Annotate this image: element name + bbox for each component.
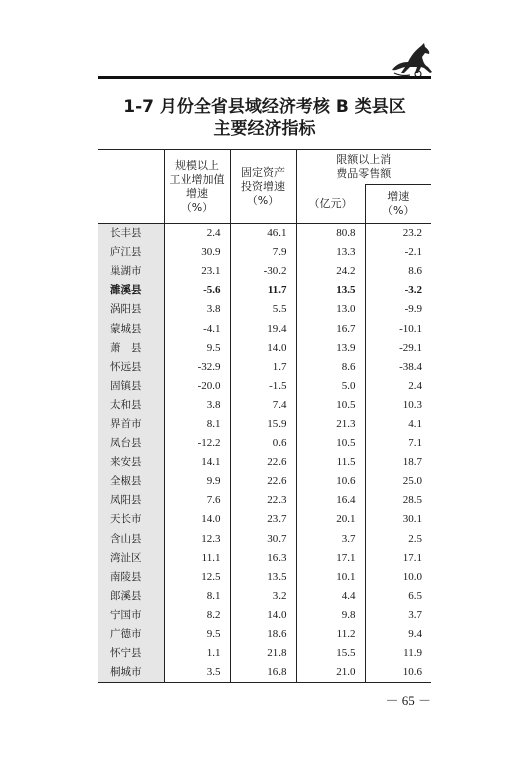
retail-sales-value: 15.5 <box>296 644 365 663</box>
retail-growth-value: 11.9 <box>365 644 431 663</box>
county-name: 蒙城县 <box>98 319 164 338</box>
table-row <box>98 510 431 529</box>
retail-sales-value: 11.5 <box>296 453 365 472</box>
county-name: 桐城市 <box>98 663 164 683</box>
table-header <box>98 150 431 224</box>
investment-growth-value: -30.2 <box>230 262 296 281</box>
industry-growth-value: 12.3 <box>164 530 230 549</box>
industry-growth-value: -32.9 <box>164 358 230 377</box>
county-name: 凤台县 <box>98 434 164 453</box>
county-name: 湾沚区 <box>98 549 164 568</box>
county-name: 固镇县 <box>98 377 164 396</box>
retail-growth-value: 10.6 <box>365 663 431 683</box>
retail-sales-value: 5.0 <box>296 377 365 396</box>
industry-growth-value: 12.5 <box>164 568 230 587</box>
investment-growth-value: 5.5 <box>230 300 296 319</box>
table-row <box>98 472 431 491</box>
investment-growth-value: 19.4 <box>230 319 296 338</box>
investment-growth-value: -1.5 <box>230 377 296 396</box>
investment-growth-value: 1.7 <box>230 358 296 377</box>
retail-sales-value: 10.1 <box>296 568 365 587</box>
table-subtitle: 主要经济指标 <box>213 119 316 139</box>
industry-growth-value: -20.0 <box>164 377 230 396</box>
retail-sales-value: 11.2 <box>296 625 365 644</box>
table-row <box>98 644 431 663</box>
retail-sales-value: 21.3 <box>296 415 365 434</box>
retail-sales-value: 13.3 <box>296 243 365 262</box>
investment-growth-value: 14.0 <box>230 606 296 625</box>
retail-sales-value: 10.5 <box>296 396 365 415</box>
county-name: 界首市 <box>98 415 164 434</box>
county-name: 萧 县 <box>98 339 164 358</box>
investment-growth-value: 16.3 <box>230 549 296 568</box>
investment-growth-value: 0.6 <box>230 434 296 453</box>
county-name: 全椒县 <box>98 472 164 491</box>
header-industry-growth: 规模以上 工业增加值 增速 （%） <box>164 150 230 224</box>
retail-growth-value: 30.1 <box>365 510 431 529</box>
retail-sales-value: 21.0 <box>296 663 365 683</box>
investment-growth-value: 22.6 <box>230 453 296 472</box>
investment-growth-value: 13.5 <box>230 568 296 587</box>
county-name: 长丰县 <box>98 224 164 244</box>
industry-growth-value: 23.1 <box>164 262 230 281</box>
retail-growth-value: 8.6 <box>365 262 431 281</box>
retail-sales-value: 13.0 <box>296 300 365 319</box>
table-row <box>98 415 431 434</box>
county-name: 怀远县 <box>98 358 164 377</box>
industry-growth-value: 2.4 <box>164 224 230 244</box>
investment-growth-value: 22.3 <box>230 491 296 510</box>
table-row <box>98 625 431 644</box>
investment-growth-value: 15.9 <box>230 415 296 434</box>
industry-growth-value: 14.0 <box>164 510 230 529</box>
table-row <box>98 396 431 415</box>
investment-growth-value: 23.7 <box>230 510 296 529</box>
investment-growth-value: 7.9 <box>230 243 296 262</box>
table-row <box>98 587 431 606</box>
table-row <box>98 606 431 625</box>
table-row <box>98 319 431 338</box>
industry-growth-value: 3.8 <box>164 396 230 415</box>
county-name: 庐江县 <box>98 243 164 262</box>
retail-sales-value: 24.2 <box>296 262 365 281</box>
investment-growth-value: 11.7 <box>230 281 296 300</box>
county-name: 巢湖市 <box>98 262 164 281</box>
industry-growth-value: 14.1 <box>164 453 230 472</box>
table-row <box>98 300 431 319</box>
industry-growth-value: -12.2 <box>164 434 230 453</box>
county-name: 天长市 <box>98 510 164 529</box>
industry-growth-value: 8.1 <box>164 415 230 434</box>
investment-growth-value: 14.0 <box>230 339 296 358</box>
retail-sales-value: 16.4 <box>296 491 365 510</box>
header-retail-sales-group: 限额以上消 费品零售额 <box>296 150 431 185</box>
investment-growth-value: 21.8 <box>230 644 296 663</box>
industry-growth-value: 30.9 <box>164 243 230 262</box>
retail-growth-value: 6.5 <box>365 587 431 606</box>
retail-growth-value: -2.1 <box>365 243 431 262</box>
county-name: 含山县 <box>98 530 164 549</box>
investment-growth-value: 18.6 <box>230 625 296 644</box>
retail-growth-value: 7.1 <box>365 434 431 453</box>
retail-sales-value: 13.9 <box>296 339 365 358</box>
table-row <box>98 262 431 281</box>
industry-growth-value: -4.1 <box>164 319 230 338</box>
retail-sales-value: 4.4 <box>296 587 365 606</box>
retail-growth-value: 2.5 <box>365 530 431 549</box>
industry-growth-value: 1.1 <box>164 644 230 663</box>
header-retail-sales-growth: 增速 （%） <box>365 185 431 224</box>
retail-sales-value: 80.8 <box>296 224 365 244</box>
retail-growth-value: 28.5 <box>365 491 431 510</box>
table-row <box>98 568 431 587</box>
table-body <box>98 224 431 683</box>
table-row <box>98 243 431 262</box>
indicator-table <box>98 149 431 683</box>
retail-growth-value: 10.0 <box>365 568 431 587</box>
industry-growth-value: 9.5 <box>164 625 230 644</box>
retail-growth-value: -10.1 <box>365 319 431 338</box>
table-row <box>98 224 431 244</box>
retail-growth-value: 4.1 <box>365 415 431 434</box>
county-name: 来安县 <box>98 453 164 472</box>
table-row <box>98 358 431 377</box>
table-row <box>98 281 431 300</box>
investment-growth-value: 3.2 <box>230 587 296 606</box>
industry-growth-value: 8.2 <box>164 606 230 625</box>
retail-growth-value: 18.7 <box>365 453 431 472</box>
retail-growth-value: 25.0 <box>365 472 431 491</box>
retail-growth-value: -29.1 <box>365 339 431 358</box>
retail-growth-value: 17.1 <box>365 549 431 568</box>
retail-sales-value: 10.5 <box>296 434 365 453</box>
industry-growth-value: 9.9 <box>164 472 230 491</box>
retail-growth-value: -9.9 <box>365 300 431 319</box>
investment-growth-value: 30.7 <box>230 530 296 549</box>
retail-growth-value: -38.4 <box>365 358 431 377</box>
retail-sales-value: 17.1 <box>296 549 365 568</box>
industry-growth-value: 9.5 <box>164 339 230 358</box>
retail-growth-value: 3.7 <box>365 606 431 625</box>
investment-growth-value: 46.1 <box>230 224 296 244</box>
page-number: － 65 － <box>385 693 431 708</box>
retail-growth-value: -3.2 <box>365 281 431 300</box>
table-row <box>98 663 431 683</box>
investment-growth-value: 7.4 <box>230 396 296 415</box>
industry-growth-value: 11.1 <box>164 549 230 568</box>
table-row <box>98 549 431 568</box>
retail-growth-value: 9.4 <box>365 625 431 644</box>
industry-growth-value: 3.5 <box>164 663 230 683</box>
retail-growth-value: 10.3 <box>365 396 431 415</box>
county-name: 怀宁县 <box>98 644 164 663</box>
table-row <box>98 530 431 549</box>
investment-growth-value: 16.8 <box>230 663 296 683</box>
header-retail-sales-amount: （亿元） <box>296 185 365 224</box>
county-name: 濉溪县 <box>98 281 164 300</box>
retail-growth-value: 23.2 <box>365 224 431 244</box>
county-name: 广德市 <box>98 625 164 644</box>
investment-growth-value: 22.6 <box>230 472 296 491</box>
retail-growth-value: 2.4 <box>365 377 431 396</box>
table-row <box>98 339 431 358</box>
industry-growth-value: -5.6 <box>164 281 230 300</box>
table-row <box>98 434 431 453</box>
industry-growth-value: 7.6 <box>164 491 230 510</box>
retail-sales-value: 16.7 <box>296 319 365 338</box>
retail-sales-value: 20.1 <box>296 510 365 529</box>
table-row <box>98 377 431 396</box>
industry-growth-value: 3.8 <box>164 300 230 319</box>
retail-sales-value: 10.6 <box>296 472 365 491</box>
header-investment-growth: 固定资产 投资增速 （%） <box>230 150 296 224</box>
table-row <box>98 453 431 472</box>
industry-growth-value: 8.1 <box>164 587 230 606</box>
retail-sales-value: 8.6 <box>296 358 365 377</box>
county-name: 郎溪县 <box>98 587 164 606</box>
table-row <box>98 491 431 510</box>
county-name: 太和县 <box>98 396 164 415</box>
county-name: 南陵县 <box>98 568 164 587</box>
county-name: 宁国市 <box>98 606 164 625</box>
retail-sales-value: 3.7 <box>296 530 365 549</box>
header-name-column <box>98 150 164 224</box>
header-rule <box>98 76 431 79</box>
retail-sales-value: 9.8 <box>296 606 365 625</box>
retail-sales-value: 13.5 <box>296 281 365 300</box>
county-name: 涡阳县 <box>98 300 164 319</box>
county-name: 凤阳县 <box>98 491 164 510</box>
horse-logo-icon <box>388 40 434 80</box>
table-title: 1-7 月份全省县域经济考核 B 类县区 <box>123 97 406 117</box>
